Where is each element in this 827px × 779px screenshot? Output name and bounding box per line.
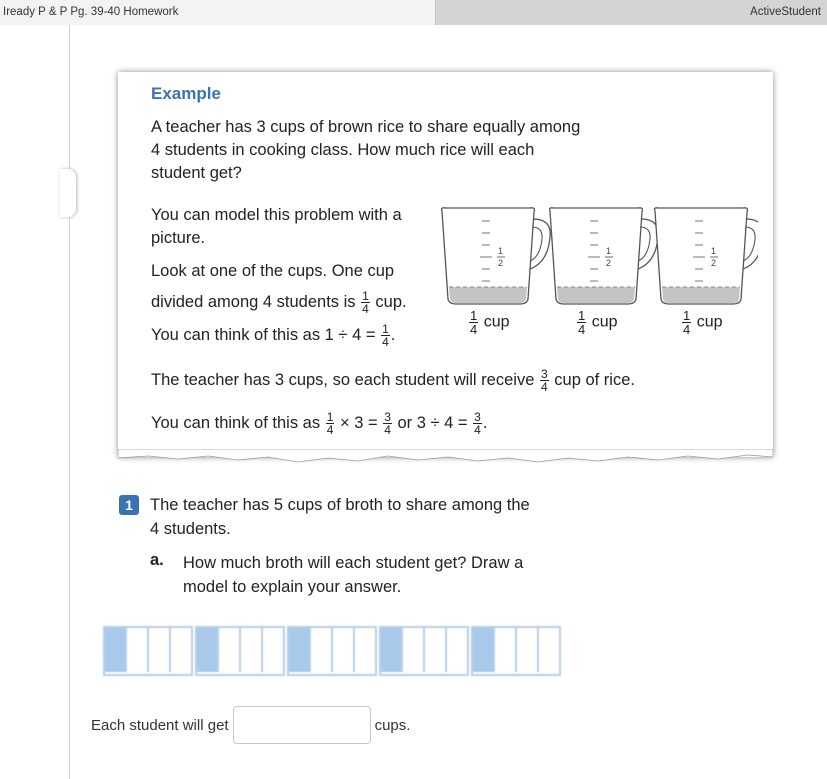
fraction-one-fourth [381,323,390,348]
frac-num: 3 [540,367,548,381]
answer-prefix: Each student will get [91,716,229,734]
frac-den: 4 [470,322,478,337]
title-bar [0,0,827,25]
text-segment: divided among 4 students is [151,292,356,311]
active-student-label: ActiveStudent [436,0,827,25]
fraction-model [103,626,561,676]
model-text [151,204,402,250]
look-text: Look at one of the cups. One cup [151,262,395,280]
frac-den: 4 [578,322,586,337]
question-text [150,493,530,541]
model-group[interactable] [471,626,561,676]
question-number-badge: 1 [119,495,139,515]
cup-word: cup [483,313,510,331]
measuring-cup [655,208,759,304]
intro-line: A teacher has 3 cups of brown rice to share equally among [151,118,581,136]
answer-suffix: cups. [374,716,411,734]
model-cell[interactable] [219,628,241,672]
frac-den: 4 [326,423,334,437]
answer-input[interactable] [233,706,371,744]
model-cell-filled[interactable] [289,628,311,672]
part-line: How much broth will each student get? Draw a [183,554,524,572]
frac-den: 4 [382,335,389,349]
model-cell[interactable] [447,628,467,672]
model-cell[interactable] [241,628,263,672]
part-line: model to explain your answer. [183,578,402,596]
model-cell[interactable] [495,628,517,672]
model-cell[interactable] [127,628,149,672]
model-cell-filled[interactable] [105,628,127,672]
cup-label [681,309,722,336]
cup-label [468,309,509,336]
model-cell[interactable] [539,628,559,672]
model-cell[interactable] [171,628,191,672]
text-segment: cup of rice. [554,370,635,389]
model-cell[interactable] [355,628,375,672]
side-panel-handle[interactable] [60,169,76,217]
fraction-one-fourth [326,411,335,436]
frac-num: 1 [326,410,334,424]
text-segment: You can think of this as [151,413,321,432]
fraction-one-fourth [577,309,586,336]
frac-num: 1 [362,289,369,303]
model-line: You can model this problem with a [151,206,402,224]
measuring-cup [550,208,659,304]
text-segment: × 3 = [339,413,378,432]
model-group[interactable] [103,626,193,676]
frac-num: 1 [578,308,586,323]
model-cell-filled[interactable] [197,628,219,672]
model-cell[interactable] [403,628,425,672]
cup-word: cup [591,313,618,331]
torn-edge [118,449,773,469]
model-cell-filled[interactable] [473,628,495,672]
intro-line: student get? [151,164,242,182]
example-card [118,72,773,457]
cup-word: cup [696,313,723,331]
frac-den: 4 [384,423,391,437]
text-segment: cup. [375,292,407,311]
frac-den: 4 [474,423,481,437]
model-group[interactable] [287,626,377,676]
divided-text [151,290,407,315]
intro-line: 4 students in cooking class. How much rice will each [151,141,535,159]
fraction-one-fourth [682,309,691,336]
part-text [183,551,523,599]
frac-den: 4 [362,302,369,316]
assignment-tab[interactable]: Iready P & P Pg. 39-40 Homework [0,0,436,25]
frac-num: 1 [683,308,691,323]
model-cell[interactable] [333,628,355,672]
fraction-three-fourths [540,368,549,393]
fraction-three-fourths [473,411,482,436]
model-cell[interactable] [425,628,447,672]
question-line: 4 students. [150,520,231,538]
frac-den: 4 [683,322,691,337]
measuring-cups-figure [438,205,758,345]
part-letter: a. [150,551,164,569]
model-cell[interactable] [311,628,333,672]
fraction-one-fourth [469,309,478,336]
answer-row [91,706,410,744]
fraction-three-fourths [383,411,392,436]
model-cell[interactable] [517,628,539,672]
think2-text [151,411,487,436]
model-cell[interactable] [263,628,283,672]
text-segment: The teacher has 3 cups, so each student will receive [151,370,535,389]
frac-num: 3 [474,410,481,424]
text-segment: or 3 ÷ 4 = [397,413,468,432]
frac-num: 3 [384,410,391,424]
fraction-one-fourth [361,290,370,315]
example-title: Example [151,84,221,103]
model-line: picture. [151,229,206,247]
model-group[interactable] [195,626,285,676]
model-group[interactable] [379,626,469,676]
model-cell-filled[interactable] [381,628,403,672]
question-line: The teacher has 5 cups of broth to share among the [150,496,530,514]
teacher-text [151,368,635,393]
measuring-cup [442,208,551,304]
text-segment: . [482,413,488,432]
think1-text [151,323,395,348]
cup-label [576,309,617,336]
text-segment: You can think of this as 1 ÷ 4 = [151,325,376,344]
frac-num: 1 [382,322,389,336]
frac-num: 1 [470,308,478,323]
text-segment: . [390,325,396,344]
model-cell[interactable] [149,628,171,672]
intro-text [151,116,580,185]
frac-den: 4 [540,380,548,394]
